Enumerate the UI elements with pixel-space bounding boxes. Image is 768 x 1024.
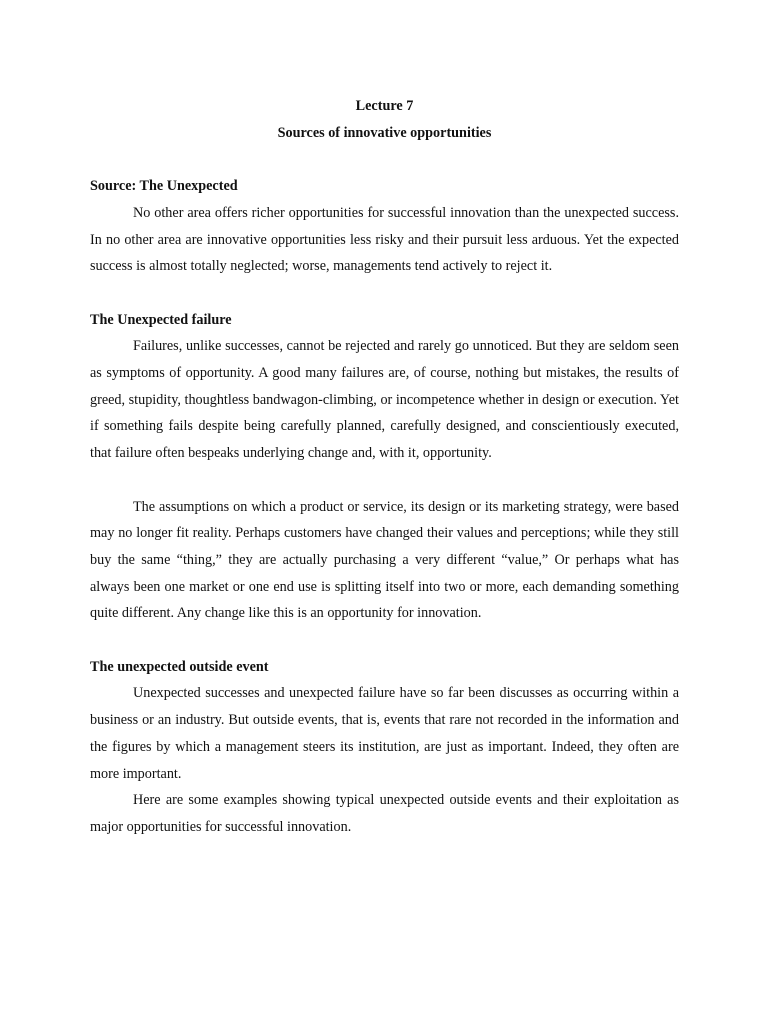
section-unexpected-failure xyxy=(90,307,679,627)
section-heading: Source: The Unexpected xyxy=(90,178,238,195)
section-paragraph: Here are some examples showing typical unexpected outside events and their exploitation as major opportunities for successful innovation. xyxy=(90,792,679,835)
section-heading: The Unexpected failure xyxy=(90,311,232,328)
section-unexpected-outside-event xyxy=(90,654,679,841)
section-paragraph: Unexpected successes and unexpected failure have so far been discusses as occurring within a business or an industry. But outside events, that is, events that rare not recorded in the information and the figures by which a management steers its institution, are just as important. Indeed, they often are more important. xyxy=(90,685,679,782)
section-unexpected xyxy=(90,173,679,280)
section-paragraph: Failures, unlike successes, cannot be rejected and rarely go unnoticed. But they are seldom seen as symptoms of opportunity. A good many failures are, of course, nothing but mistakes, the results of greed, stupidity, thoughtless bandwagon-climbing, or incompetence whether in design or execution. Yet if something fails despite being carefully planned, carefully designed, and conscientiously executed, that failure often bespeaks underlying change and, with it, opportunity. xyxy=(90,338,679,462)
lecture-number: Lecture 7 xyxy=(355,98,414,114)
page-title: Sources of innovative opportunities xyxy=(277,124,492,141)
section-heading: The unexpected outside event xyxy=(90,658,269,675)
section-paragraph: No other area offers richer opportunities for successful innovation than the unexpected success. In no other area are innovative opportunities less risky and their pursuit less arduous. Yet the expected success is almost totally neglected; worse, managements tend actively to reject it. xyxy=(90,204,679,275)
section-paragraph: The assumptions on which a product or service, its design or its marketing strategy, were based may no longer fit reality. Perhaps customers have changed their values and perceptions; while they still buy the same “thing,” they are actually purchasing a very different “value,” Or perhaps what has always been one market or one end use is splitting itself into two or more, each demanding something quite different. Any change like this is an opportunity for innovation. xyxy=(90,498,679,622)
